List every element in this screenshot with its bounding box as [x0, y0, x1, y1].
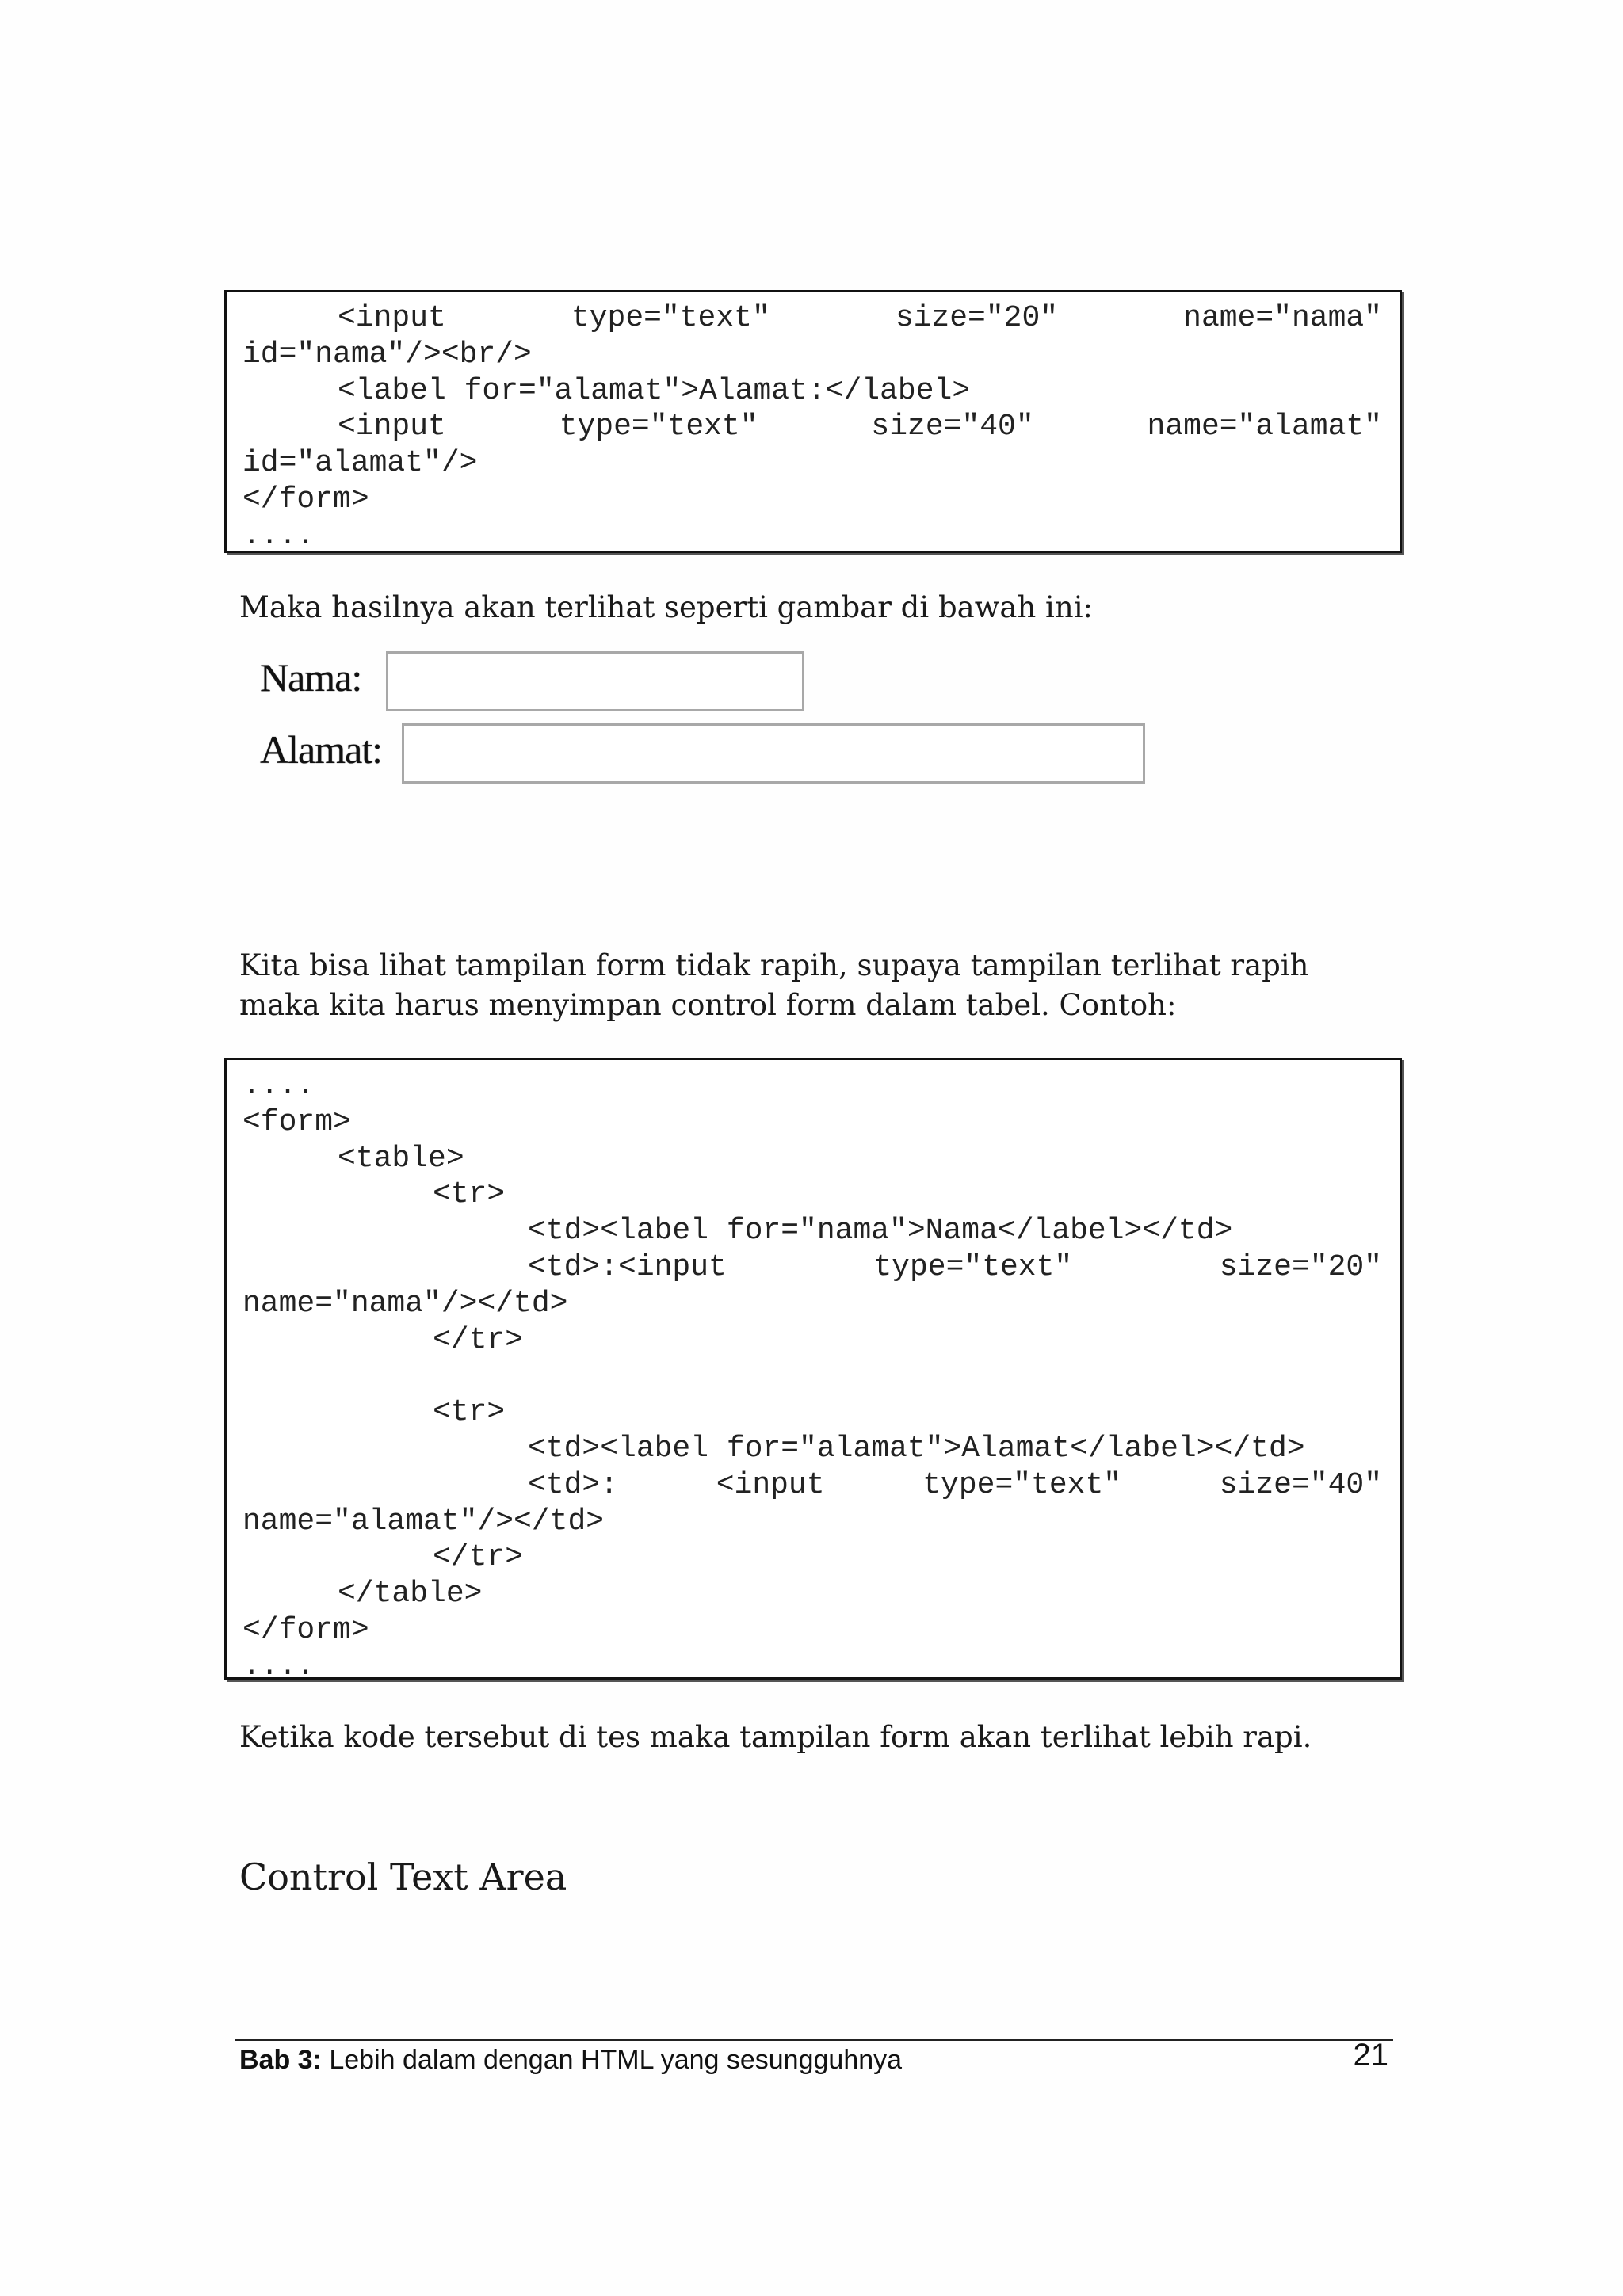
code-line: </table> [338, 1577, 483, 1611]
code-line: name="alamat"/></td> [242, 1504, 605, 1539]
footer-chapter-label: Bab 3: [239, 2045, 322, 2075]
code-line: name="nama"/></td> [242, 1286, 568, 1321]
footer-chapter-title: Lebih dalam dengan HTML yang sesungguhnya [321, 2045, 903, 2075]
code-line [242, 300, 1382, 337]
code-token: <input [338, 301, 446, 335]
footer-divider [235, 2039, 1393, 2041]
code-line [242, 409, 1382, 445]
code-token: size="40" [871, 410, 1034, 444]
paragraph-table-advice: Kita bisa lihat tampilan form tidak rapih, supaya tampilan terlihat rapih maka kita harus menyimpan control form dalam tabel. Contoh: [239, 948, 1309, 1022]
code-token: size="20" [895, 301, 1059, 335]
code-line: <label for="alamat">Alamat:</label> [338, 373, 971, 408]
demo-label-alamat: Alamat: [260, 727, 383, 772]
section-heading: Control Text Area [239, 1855, 567, 1898]
code-line: <table> [338, 1141, 464, 1176]
code-line: </form> [242, 482, 369, 517]
code-token: <td>: [528, 1467, 619, 1502]
code-token: type="text" [922, 1467, 1122, 1502]
code-line [242, 1467, 1382, 1504]
paragraph-result-intro: Maka hasilnya akan terlihat seperti gambar di bawah ini: [239, 590, 1093, 624]
code-block-table-form [224, 1058, 1402, 1684]
code-line: .... [242, 1649, 315, 1684]
code-token: type="text" [571, 301, 770, 335]
demo-input-alamat [402, 723, 1145, 784]
code-token: name="alamat" [1147, 410, 1382, 444]
code-line: <form> [242, 1104, 351, 1139]
code-token: size="40" [1219, 1467, 1382, 1502]
code-line: .... [242, 518, 315, 553]
code-line: <td><label for="nama">Nama</label></td> [528, 1214, 1233, 1249]
code-line [242, 1358, 1382, 1394]
footer-chapter [239, 2045, 902, 2076]
code-token: <input [338, 410, 446, 444]
code-line: </tr> [433, 1540, 524, 1575]
code-line: .... [242, 1069, 315, 1103]
code-token: type="text" [559, 410, 758, 444]
page-number: 21 [1353, 2038, 1388, 2073]
demo-label-nama: Nama: [260, 655, 362, 700]
code-line [242, 1249, 1382, 1286]
code-line: <tr> [433, 1395, 506, 1430]
demo-input-nama [386, 651, 804, 711]
code-token: <td>:<input [528, 1249, 727, 1284]
code-line: id="alamat"/> [242, 446, 478, 481]
code-line: </tr> [433, 1322, 524, 1357]
code-block-form-inputs [224, 290, 1402, 553]
code-line: <tr> [433, 1177, 506, 1212]
paragraph-result-tidy: Ketika kode tersebut di tes maka tampilan form akan terlihat lebih rapi. [239, 1720, 1312, 1754]
code-token: name="nama" [1183, 301, 1382, 335]
code-token: size="20" [1219, 1249, 1382, 1284]
code-token: <input [716, 1467, 825, 1502]
code-line: id="nama"/><br/> [242, 337, 532, 372]
code-token: type="text" [873, 1249, 1073, 1284]
code-line: <td><label for="alamat">Alamat</label></td> [528, 1431, 1305, 1466]
code-line: </form> [242, 1612, 369, 1647]
